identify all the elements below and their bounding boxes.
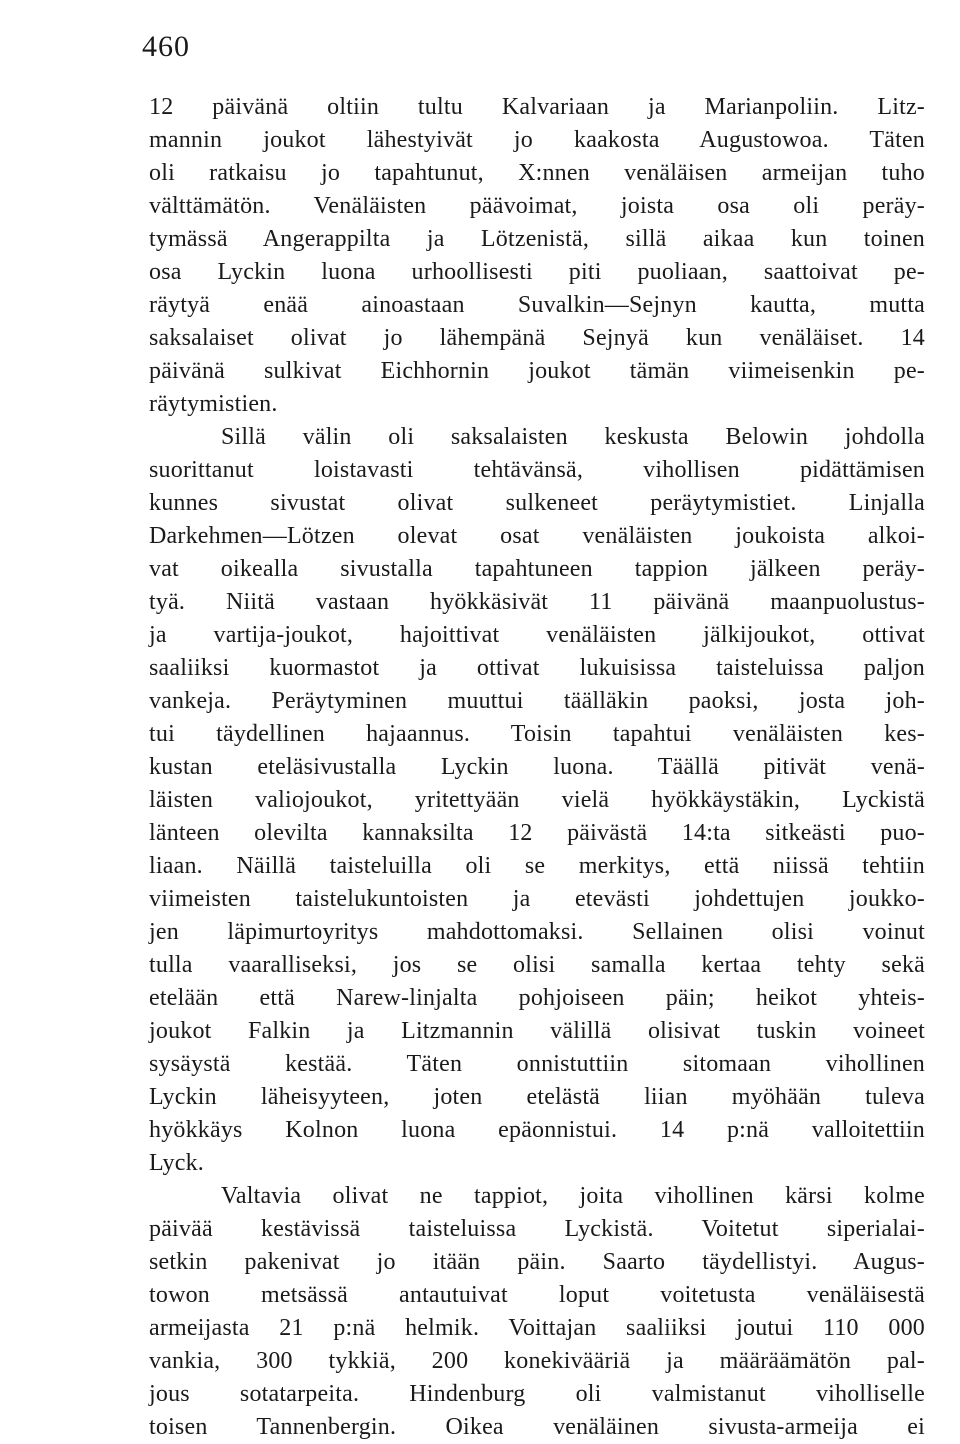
text-line: oli ratkaisu jo tapahtunut, X:nnen venäläisen armeijan tuho (149, 160, 925, 186)
text-line: jous sotatarpeita. Hindenburg oli valmistanut viholliselle (149, 1381, 925, 1407)
text-line: tulla vaaralliseksi, jos se olisi samalla kertaa tehty sekä (149, 952, 925, 978)
text-line: osa Lyckin luona urhoollisesti piti puoliaan, saattoivat pe- (149, 259, 925, 285)
text-line: räytymistien. (149, 391, 278, 417)
text-line: välttämätön. Venäläisten päävoimat, joista osa oli peräy- (149, 193, 925, 219)
text-line: päivää kestävissä taisteluissa Lyckistä. Voitetut siperialai- (149, 1216, 925, 1242)
text-line: vankia, 300 tykkiä, 200 konekivääriä ja määräämätön pal- (149, 1348, 925, 1374)
text-line: tui täydellinen hajaannus. Toisin tapahtui venäläisten kes- (149, 721, 925, 747)
text-line: vat oikealla sivustalla tapahtuneen tappion jälkeen peräy- (149, 556, 925, 582)
text-line: hyökkäys Kolnon luona epäonnistui. 14 p:nä valloitettiin (149, 1117, 925, 1143)
text-line: mannin joukot lähestyivät jo kaakosta Augustowoa. Täten (149, 127, 925, 153)
text-line: towon metsässä antautuivat loput voitetusta venäläisestä (149, 1282, 925, 1308)
text-line: Lyck. (149, 1150, 204, 1176)
text-line: kustan eteläsivustalla Lyckin luona. Täällä pitivät venä- (149, 754, 925, 780)
text-line: suorittanut loistavasti tehtävänsä, vihollisen pidättämisen (149, 457, 925, 483)
text-line: saksalaiset olivat jo lähempänä Sejnyä kun venäläiset. 14 (149, 325, 925, 351)
text-line: setkin pakenivat jo itään päin. Saarto täydellistyi. Augus- (149, 1249, 925, 1275)
text-line: sysäystä kestää. Täten onnistuttiin sitomaan vihollinen (149, 1051, 925, 1077)
text-line: joukot Falkin ja Litzmannin välillä olisivat tuskin voineet (149, 1018, 925, 1044)
text-line: läisten valiojoukot, yritettyään vielä hyökkäystäkin, Lyckistä (149, 787, 925, 813)
text-line: Sillä välin oli saksalaisten keskusta Belowin johdolla (221, 424, 925, 450)
text-line: Valtavia olivat ne tappiot, joita vihollinen kärsi kolme (221, 1183, 925, 1209)
text-line: vankeja. Peräytyminen muuttui täälläkin paoksi, josta joh- (149, 688, 925, 714)
text-line: saaliiksi kuormastot ja ottivat lukuisissa taisteluissa paljon (149, 655, 925, 681)
text-line: ja vartija-joukot, hajoittivat venäläisten jälkijoukot, ottivat (149, 622, 925, 648)
text-line: etelään että Narew-linjalta pohjoiseen päin; heikot yhteis- (149, 985, 925, 1011)
text-line: tyä. Niitä vastaan hyökkäsivät 11 päivänä maanpuolustus- (149, 589, 925, 615)
page-number: 460 (142, 30, 190, 63)
text-line: räytyä enää ainoastaan Suvalkin—Sejnyn kautta, mutta (149, 292, 925, 318)
text-line: jen läpimurtoyritys mahdottomaksi. Sellainen olisi voinut (149, 919, 925, 945)
text-line: toisen Tannenbergin. Oikea venäläinen sivusta-armeija ei (149, 1414, 925, 1440)
text-line: päivänä sulkivat Eichhornin joukot tämän viimeisenkin pe- (149, 358, 925, 384)
text-line: liaan. Näillä taisteluilla oli se merkitys, että niissä tehtiin (149, 853, 925, 879)
text-line: länteen olevilta kannaksilta 12 päivästä 14:ta sitkeästi puo- (149, 820, 925, 846)
text-line: 12 päivänä oltiin tultu Kalvariaan ja Marianpoliin. Litz- (149, 94, 925, 120)
text-line: kunnes sivustat olivat sulkeneet peräytymistiet. Linjalla (149, 490, 925, 516)
text-line: Lyckin läheisyyteen, joten etelästä liian myöhään tuleva (149, 1084, 925, 1110)
text-line: tymässä Angerappilta ja Lötzenistä, sillä aikaa kun toinen (149, 226, 925, 252)
text-line: Darkehmen—Lötzen olevat osat venäläisten joukoista alkoi- (149, 523, 925, 549)
body-text (149, 91, 925, 1444)
text-line: armeijasta 21 p:nä helmik. Voittajan saaliiksi joutui 110 000 (149, 1315, 925, 1341)
text-line: viimeisten taistelukuntoisten ja etevästi johdettujen joukko- (149, 886, 925, 912)
